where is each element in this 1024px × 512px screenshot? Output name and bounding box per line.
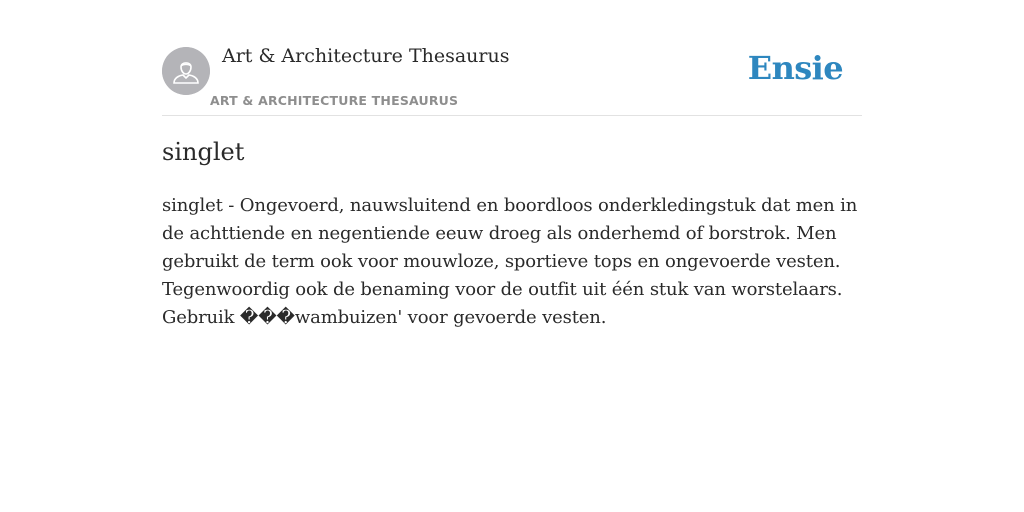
content-container [162,0,862,328]
brand-logo[interactable]: Ensie [747,49,843,87]
source-label: ART & ARCHITECTURE THESAURUS [210,93,459,108]
owner-name-link[interactable]: Art & Architecture Thesaurus [222,45,510,67]
avatar[interactable] [162,47,210,95]
user-icon [162,47,210,95]
header [162,0,862,116]
term-title: singlet [162,138,245,166]
term-definition: singlet - Ongevoerd, nauwsluitend en boordloos onderkledingstuk dat men in de achttiende en negentiende eeuw droeg als onderhemd of borstrok. Men gebruikt de term ook voor mouwloze, sportieve tops en ongevoerde vesten. Tegenwoordig ook de benaming voor de outfit uit één stuk van worstelaars. Gebruik ���wambuizen' voor gevoerde vesten. [162,195,858,328]
